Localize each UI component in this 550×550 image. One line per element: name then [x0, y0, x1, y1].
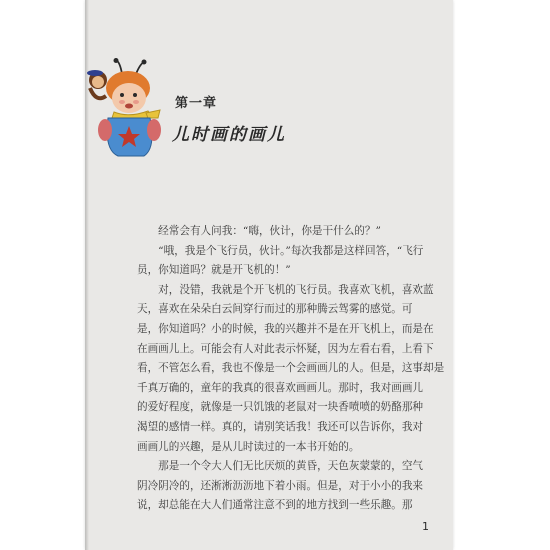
body-line: 对，没错，我就是个开飞机的飞行员。我喜欢飞机，喜欢蓝 [137, 283, 434, 296]
cartoon-child-with-monkey-icon [78, 58, 178, 158]
chapter-title: 儿时画的画儿 [172, 125, 286, 145]
page-number: 1 [422, 520, 429, 533]
body-line: 那是一个令大人们无比厌烦的黄昏，天色灰蒙蒙的，空气 [137, 460, 424, 473]
body-line: 的爱好程度，就像是一只饥饿的老鼠对一块香喷喷的奶酪那种 [137, 401, 424, 414]
body-line: 画画儿的兴趣，是从儿时读过的一本书开始的。 [137, 440, 360, 453]
body-line: 看，不管怎么看，我也不像是一个会画画儿的人。但是，这事却是 [137, 362, 445, 375]
body-line: 渴望的感情一样。真的，请别笑话我！我还可以告诉你，我对 [137, 420, 424, 433]
body-line: 在画画儿上。可能会有人对此表示怀疑，因为左看右看，上看下 [137, 342, 434, 355]
body-line: 阴冷阴冷的，还淅淅沥沥地下着小雨。但是，对于小小的我来 [137, 479, 424, 492]
body-line: 千真万确的，童年的我真的很喜欢画画儿。那时，我对画画儿 [137, 381, 424, 394]
body-line: “哦，我是个飞行员，伙计。”每次我都是这样回答，“飞行 [137, 244, 424, 257]
body-line: 天，喜欢在朵朵白云间穿行而过的那种腾云驾雾的感觉。可 [137, 303, 413, 316]
body-line: 说，却总能在大人们通常注意不到的地方找到一些乐趣。那 [137, 499, 413, 512]
body-line: 员，你知道吗？就是开飞机的！” [137, 264, 291, 277]
body-line: 是，你知道吗？小的时候，我的兴趣并不是在开飞机上，而是在 [137, 322, 434, 335]
body-text [137, 222, 447, 516]
body-line: 经常会有人问我：“嗨，伙计，你是干什么的？” [137, 225, 381, 237]
chapter-number: 第一章 [175, 96, 218, 111]
